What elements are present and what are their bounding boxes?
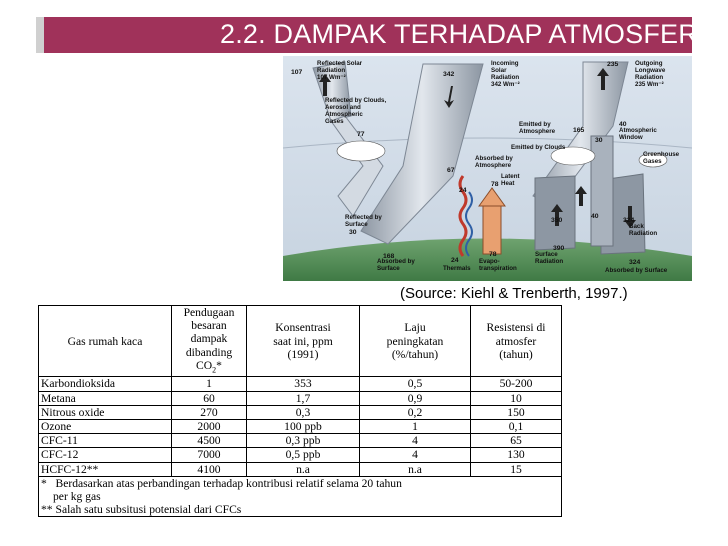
cell-impact: 7000 [172, 448, 247, 462]
num-324b: 324 [629, 259, 641, 266]
cell-gas-name: Metana [39, 391, 172, 405]
label-latent-heat: Latent Heat [501, 173, 520, 187]
label-thermals: Thermals [443, 265, 471, 272]
num-24a: 24 [459, 187, 467, 194]
cell-resistance: 65 [471, 434, 562, 448]
cell-gas-name: CFC-11 [39, 434, 172, 448]
cell-concentration: 100 ppb [247, 419, 360, 433]
num-77: 77 [357, 131, 365, 138]
label-surface-radiation: Surface Radiation [535, 251, 564, 265]
cell-resistance: 10 [471, 391, 562, 405]
label-reflected-clouds: Reflected by Clouds, Aerosol and Atmospheric Gases [325, 97, 387, 125]
table-row [39, 434, 562, 448]
cell-impact: 270 [172, 405, 247, 419]
title-stripe [36, 17, 44, 53]
table-header-row [39, 306, 562, 377]
num-30a: 30 [595, 137, 603, 144]
label-absorbed-atmosphere: Absorbed by Atmosphere [475, 155, 513, 169]
source-caption: (Source: Kiehl & Trenberth, 1997.) [400, 285, 628, 302]
table-row [39, 462, 562, 476]
label-evapotranspiration: Evapo-transpiration [479, 258, 517, 272]
header-gas: Gas rumah kaca [39, 306, 172, 377]
num-390: 390 [553, 245, 565, 252]
cell-concentration: 0,5 ppb [247, 448, 360, 462]
cell-rate: 0,9 [360, 391, 471, 405]
cell-impact: 1 [172, 377, 247, 391]
cell-rate: n.a [360, 462, 471, 476]
cell-rate: 0,2 [360, 405, 471, 419]
cell-impact: 4100 [172, 462, 247, 476]
cell-resistance: 15 [471, 462, 562, 476]
footnote-1-continued: per kg gas [53, 489, 101, 503]
cell-resistance: 130 [471, 448, 562, 462]
header-concentration: Konsentrasi saat ini, ppm (1991) [247, 306, 360, 377]
cell-concentration: 353 [247, 377, 360, 391]
num-342: 342 [443, 71, 455, 78]
num-24b: 24 [451, 257, 459, 264]
cell-rate: 4 [360, 434, 471, 448]
num-78b: 78 [489, 251, 497, 258]
cell-concentration: 0,3 ppb [247, 434, 360, 448]
footnote-1: * Berdasarkan atas perbandingan terhadap kontribusi relatif selama 20 tahun [41, 476, 402, 490]
greenhouse-gas-table [38, 305, 562, 517]
cell-rate: 0,5 [360, 377, 471, 391]
cell-gas-name: HCFC-12** [39, 462, 172, 476]
cell-concentration: n.a [247, 462, 360, 476]
cell-resistance: 0,1 [471, 419, 562, 433]
label-reflected-solar: Reflected Solar Radiation 107 Wm⁻² [317, 60, 363, 81]
table-row [39, 405, 562, 419]
title-bar [36, 17, 698, 53]
cell-concentration: 1,7 [247, 391, 360, 405]
num-78-heat: 78 [491, 181, 499, 188]
header-resistance: Resistensi di atmosfer (tahun) [471, 306, 562, 377]
num-350: 350 [551, 217, 563, 224]
cell-rate: 4 [360, 448, 471, 462]
header-rate: Laju peningkatan (%/tahun) [360, 306, 471, 377]
table-row [39, 391, 562, 405]
table-row [39, 419, 562, 433]
footnote-2: ** Salah satu subsitusi potensial dari CFCs [41, 503, 242, 517]
label-back-radiation: Back Radiation [629, 223, 658, 237]
num-30b: 30 [349, 229, 357, 236]
label-emitted-atmosphere: Emitted by Atmosphere [519, 121, 556, 135]
footnote-row [39, 476, 562, 517]
cell-gas-name: Nitrous oxide [39, 405, 172, 419]
table-row [39, 377, 562, 391]
num-235: 235 [607, 61, 619, 68]
cell-gas-name: CFC-12 [39, 448, 172, 462]
cell-concentration: 0,3 [247, 405, 360, 419]
label-reflected-surface: Reflected by Surface [345, 214, 382, 228]
cell-resistance: 150 [471, 405, 562, 419]
cell-impact: 2000 [172, 419, 247, 433]
back-radiation-column [591, 136, 613, 246]
cell-impact: 60 [172, 391, 247, 405]
slide-title: 2.2. DAMPAK TERHADAP ATMOSFER [220, 19, 698, 49]
evapotranspiration-column [483, 204, 501, 254]
num-67: 67 [447, 167, 455, 174]
earth-energy-budget-diagram [283, 56, 692, 281]
label-greenhouse-gases: Greenhouse Gases [643, 151, 680, 165]
header-impact: Pendugaan besaran dampak dibanding $CO_2*$ [172, 306, 247, 377]
num-165: 165 [573, 127, 585, 134]
footnotes [39, 476, 562, 517]
table-row [39, 448, 562, 462]
num-40b: 40 [591, 213, 599, 220]
label-outgoing-longwave: Outgoing Longwave Radiation 235 Wm⁻² [635, 60, 666, 88]
label-atmospheric-window: Atmospheric Window [619, 127, 657, 141]
num-324: 324 [623, 217, 635, 224]
label-absorbed-surface-2: Absorbed by Surface [605, 267, 668, 274]
label-incoming-solar: Incoming Solar Radiation 342 Wm⁻² [491, 60, 520, 88]
num-168: 168 [383, 253, 395, 260]
cloud-left [337, 141, 385, 161]
cell-resistance: 50-200 [471, 377, 562, 391]
cell-gas-name: Ozone [39, 419, 172, 433]
num-40a: 40 [619, 121, 627, 128]
num-107: 107 [291, 69, 303, 76]
label-absorbed-surface-1: Absorbed by Surface [377, 258, 415, 272]
cell-impact: 4500 [172, 434, 247, 448]
label-emitted-clouds: Emitted by Clouds [511, 144, 566, 151]
cell-gas-name: Karbondioksida [39, 377, 172, 391]
cell-rate: 1 [360, 419, 471, 433]
